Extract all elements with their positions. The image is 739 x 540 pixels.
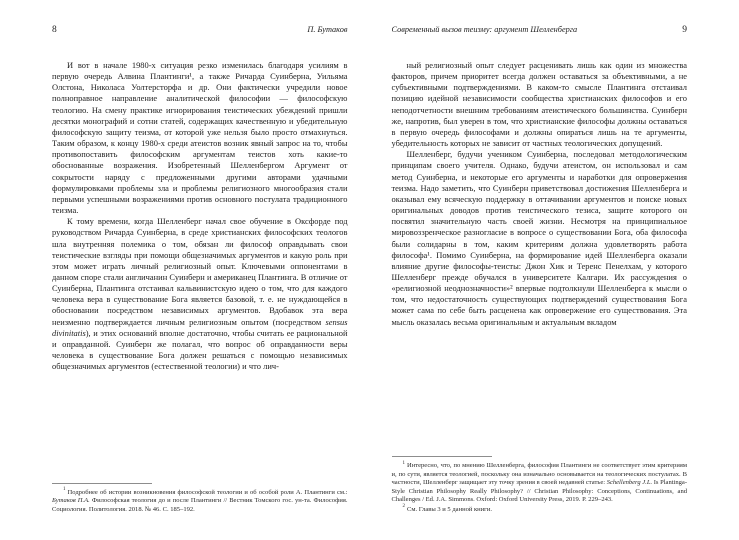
paragraph (52, 216, 348, 372)
footnote-text: См. Главы 3 и 5 данной книги. (407, 505, 493, 513)
paragraph (392, 149, 688, 328)
footnote-rule (52, 483, 152, 484)
footnote-marker: 2 (402, 504, 405, 510)
paragraph (52, 60, 348, 216)
footnote-item (52, 489, 348, 515)
left-footnotes (52, 474, 348, 515)
left-page-number: 8 (52, 25, 57, 35)
paragraph-text-1: И вот в начале 1980-х ситуация резко изменилась благодаря усилиям в первую очередь Алвина Плантинги¹, а также Ричарда Суинберна, Уильяма Олстона, Николаса Уолтерсторфа и др. Они фактически учредили новое полноправное направление аналитической философии — философскую теологию. На смену практике игнорирования теистических убеждений пришли десятки монографий и сотни статей, содержащих качественную и убедительную философскую защиту теизма, от которой уже нельзя было просто отмахнуться. Таким образом, к концу 1980-х среди атеистов возник явный запрос на то, чтобы противопоставить философским аргументам теистов хоть какие-то обоснованные возражения. Изобретенный Шелленбергом Аргумент от сокрытости наряду с предложенными другими авторами удачными формулировками проблемы зла и проблемы религиозного многообразия стали первыми успешными возражениями против основного постулата традиционного теизма. (52, 60, 348, 216)
paragraph (392, 60, 688, 149)
paragraph-text-2: Шелленберг, будучи учеником Суинберна, последовал методологическим принципам своего учителя. Однако, будучи атеистом, он использовал и сам метод Суинберна, и некоторые его аргументы и наработки для опровержения теизма. Надо заметить, что Суинберн приветствовал достижения Шелленберга и оказывал ему всяческую поддержку в оттачивании аргументов и поиске новых оригинальных доводов против теистического тезиса, защите которого он посвятил значительную часть своей жизни. Несмотря на принципиальное мировоззренческое разногласие в вопросе о существовании Бога, оба философа были солидарны в том, каким критериям должна удовлетворять работа философа¹. Помимо Суинберна, на формирование идей Шелленберга оказали влияние другие философы-теисты: Джон Хик и Теренс Пенелхам, у которого Шелленберг прежде обучался в университете Калгари. Их рассуждения о «религиозной неоднозначности»² впервые подтолкнули Шелленберга к мысли о том, что недостаточность существующих подтверждений существования Бога может сама по себе быть расценена как опровержение его существования. Эта мысль оказалась весьма оригинальным и актуальным вкладом (391, 149, 687, 327)
right-body-column (392, 60, 688, 447)
footnote-item (392, 462, 688, 505)
footnote-text: Подробнее об истории возникновения философской теологии и об особой роли А. Плантинги см.: Бутаков П.А. Философская теология до и после Плантинги // Вестник Томского гос. ун-та. Философия. Социология. Политология. 2018. № 46. С. 185–192. (52, 488, 348, 513)
left-body-column (52, 60, 348, 474)
footnote-marker: 1 (63, 487, 66, 493)
left-running-head (52, 26, 348, 40)
right-running-head-title: Современный вызов теизму: аргумент Шелленберга (391, 25, 578, 34)
right-footnotes (392, 447, 688, 514)
right-running-head (392, 26, 688, 40)
right-page-number: 9 (682, 25, 687, 35)
footnote-text: Интересно, что, по мнению Шелленберга, философия Плантинги не соответствует этим критериям и, по сути, является теологией, поскольку она изначально основывается на теологических постулатах. В частности, Шелленберг защищает эту точку зрения в своей недавней статье: Schellenberg J.L. Is Plantinga-Style Christian Philosophy Really Philosophy? // Christian Philosophy: Conceptions, Continuations, and Challenges / Ed. J.A. Simmons. Oxford: Oxford University Press, 2019. P. 229–243. (391, 462, 688, 503)
paragraph-text-1: ный религиозный опыт следует расценивать лишь как один из множества факторов, причем приоритет всегда должен оставаться за объективными, а не субъективными подтверждениями. В каком-то смысле Плантинга отстаивал позицию идейной независимости сообщества христианских философов и его неподотчетности внешним требованиям атеистического большинства. Суинберн же, напротив, был уверен в том, что христианские философы должны оставаться в первую очередь философами и должны опираться лишь на те аргументы, убедительность которых не зависит от частных теологических допущений. (391, 60, 687, 149)
footnote-marker: 1 (402, 460, 405, 466)
footnote-item (392, 506, 688, 515)
left-running-head-title: П. Бутаков (307, 25, 348, 34)
right-page (370, 0, 739, 540)
footnote-rule (392, 456, 492, 457)
paragraph-text-2: К тому времени, когда Шелленберг начал свое обучение в Оксфорде под руководством Ричарда Суинберна, в среде христианских философских теологов шла внутренняя полемика о том, обязан ли философ оправдывать свои теистические взгляды при помощи общезначимых аргументов и какую роль при этом может играть личный религиозный опыт. Ключевыми оппонентами в данном споре стали англичанин Суинберн и американец Плантинга. В отличие от Суинберна, Плантинга отстаивал кальвинистскую идею о том, что для каждого человека вера в существование Бога является базовой, т. е. не нуждающейся в обосновании посредством независимых аргументов. Вдобавок эта вера неизменно подтверждается личным религиозным опытом (посредством sensus divinitatis), и этих оснований вполне достаточно, чтобы считать ее рациональной и оправданной. Суинберн же полагал, что вопрос об оправданности веры человека в существование Бога должен решаться с помощью независимых общезначимых аргументов (естественной теологии) и что лич- (52, 216, 348, 372)
